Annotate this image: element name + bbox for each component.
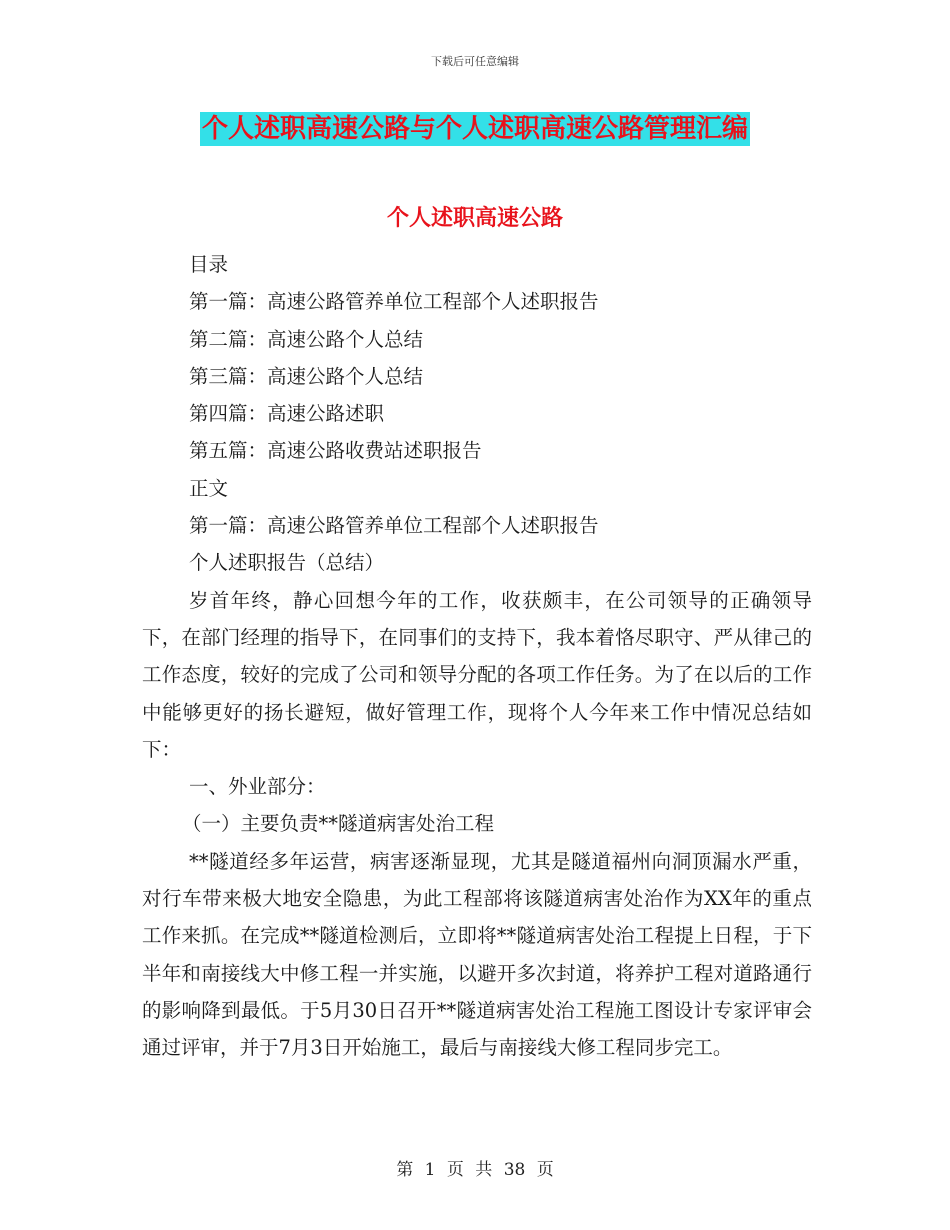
- report-title: 个人述职报告（总结）: [189, 551, 385, 575]
- document-body: [142, 246, 812, 1067]
- section-heading-1: 一、外业部分：: [189, 775, 326, 799]
- section-title: 第一篇：高速公路管养单位工程部个人述职报告: [189, 514, 599, 538]
- page-header-note: 下载后可任意编辑: [431, 55, 519, 68]
- main-title-wrap: [0, 112, 950, 146]
- paragraph-tunnel: **隧道经多年运营，病害逐渐显现，尤其是隧道福州向洞顶漏水严重，对行车带来极大地安全隐患，为此工程部将该隧道病害处治作为XX年的重点工作来抓。在完成**隧道检测后，立即将**隧道病害处治工程提上日程，于下半年和南接线大中修工程一并实施，以避开多次封道，将养护工程对道路通行的影响降到最低。于5月30日召开**隧道病害处治工程施工图设计专家评审会通过评审，并于7月3日开始施工，最后与南接线大修工程同步完工。: [142, 849, 812, 1060]
- toc-item-1: 第一篇：高速公路管养单位工程部个人述职报告: [189, 290, 599, 314]
- paragraph-intro: 岁首年终，静心回想今年的工作，收获颇丰，在公司领导的正确领导下，在部门经理的指导下，在同事们的支持下，我本着恪尽职守、严从律己的工作态度，较好的完成了公司和领导分配的各项工作任务。为了在以后的工作中能够更好的扬长避短，做好管理工作，现将个人今年来工作中情况总结如下：: [142, 588, 812, 761]
- subsection-heading-1: （一）主要负责**隧道病害处治工程: [182, 812, 495, 836]
- toc-heading: 目录: [189, 253, 229, 276]
- page-number: 第 1 页 共 38 页: [396, 1160, 554, 1180]
- toc-item-2: 第二篇：高速公路个人总结: [189, 327, 424, 351]
- body-heading: 正文: [189, 476, 229, 500]
- sub-title: 个人述职高速公路: [386, 205, 563, 231]
- toc-item-3: 第三篇：高速公路个人总结: [189, 364, 424, 388]
- toc-item-5: 第五篇：高速公路收费站述职报告: [189, 439, 482, 463]
- main-title: 个人述职高速公路与个人述职高速公路管理汇编: [201, 114, 748, 144]
- toc-item-4: 第四篇：高速公路述职: [189, 402, 385, 426]
